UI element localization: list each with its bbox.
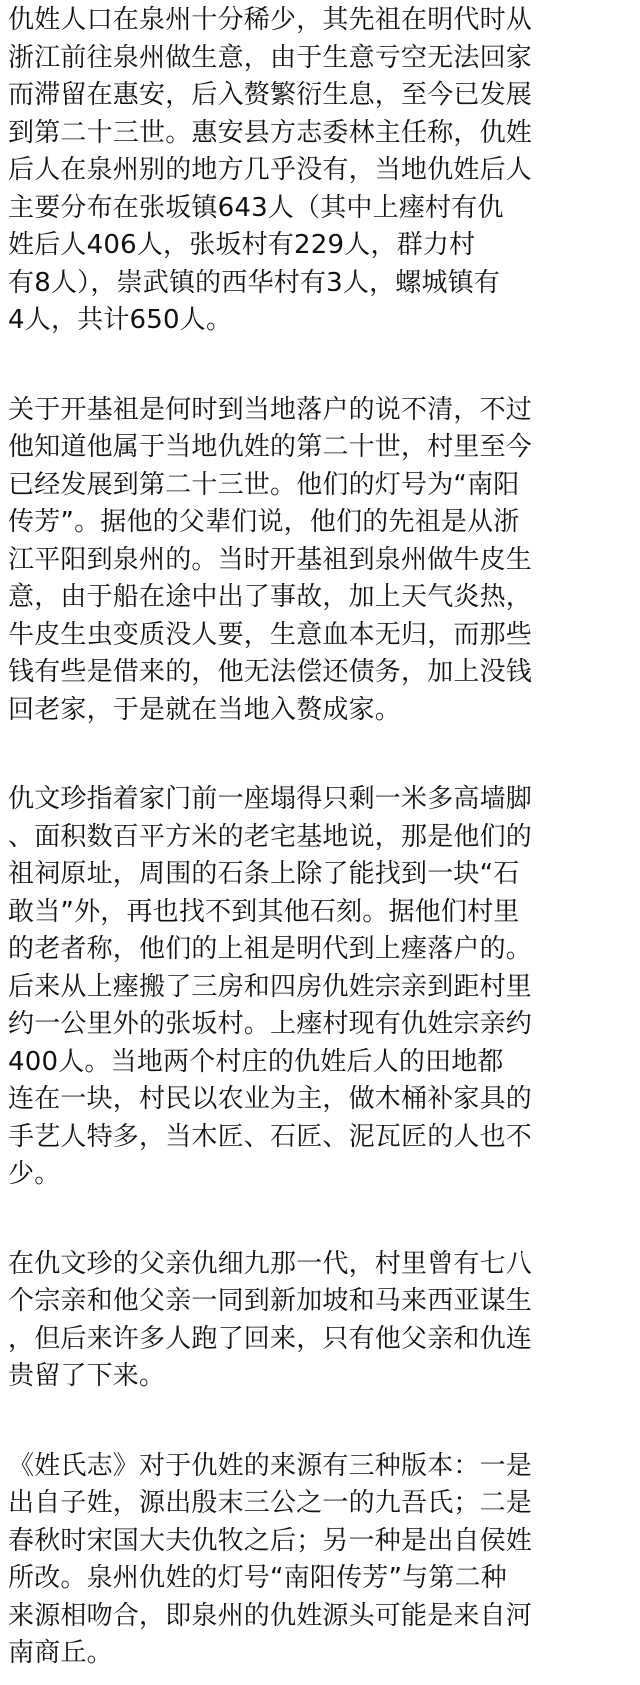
text-line: 回老家，于是就在当地入赘成家。 [8, 694, 402, 725]
text-line: 的老者称，他们的上祖是明代到上瘗落户的。 [8, 934, 533, 964]
text-line: 有8人），崇武镇的西华村有3人，螺城镇有 [8, 267, 501, 298]
text-line: 出自子姓，源出殷末三公之一的九吾氏；二是 [8, 1488, 533, 1518]
text-line: 江平阳到泉州的。当时开基祖到泉州做牛皮生 [8, 544, 533, 575]
text-line: 《姓氏志》对于仇姓的来源有三种版本：一是 [8, 1450, 533, 1481]
paragraph-5 [8, 1448, 632, 1673]
text-line: 春秋时宋国大夫仇牧之后；另一种是出自侯姓 [8, 1525, 533, 1556]
text-line: 关于开基祖是何时到当地落户的说不清，不过 [8, 394, 533, 425]
text-line: 后人在泉州别的地方几乎没有，当地仇姓后人 [8, 155, 533, 185]
text-line: 、面积数百平方米的老宅基地说，那是他们的 [8, 821, 533, 852]
paragraph-gap [8, 1396, 632, 1448]
text-line: 钱有些是借来的，他无法偿还债务，加上没钱 [8, 657, 533, 687]
text-line: 而滞留在惠安，后入赘繁衍生息，至今已发展 [8, 80, 533, 110]
paragraph-gap [8, 340, 632, 392]
text-line: 牛皮生虫变质没人要，生意血本无归，而那些 [8, 619, 533, 650]
paragraph-gap [8, 729, 632, 781]
text-line: 敢当”外，再也找不到其他石刻。据他们村里 [8, 896, 520, 927]
text-line: 贵留了下来。 [8, 1361, 166, 1391]
text-line: 后来从上瘗搬了三房和四房仇姓宗亲到距村里 [8, 971, 533, 1002]
text-line: 约一公里外的张坂村。上瘗村现有仇姓宗亲约 [8, 1009, 533, 1039]
text-line: 浙江前往泉州做生意，由于生意亏空无法回家 [8, 42, 533, 73]
text-line: 所改。泉州仇姓的灯号“南阳传芳”与第二种 [8, 1563, 507, 1593]
text-line: 连在一块，村民以农业为主，做木桶补家具的 [8, 1084, 533, 1114]
paragraph-gap [8, 1194, 632, 1246]
text-line: 已经发展到第二十三世。他们的灯号为“南阳 [8, 469, 520, 500]
paragraph-4 [8, 1246, 632, 1396]
paragraph-2 [8, 392, 632, 730]
text-line: 个宗亲和他父亲一同到新加坡和马来西亚谋生 [8, 1286, 533, 1316]
text-line: 在仇文珍的父亲仇细九那一代，村里曾有七八 [8, 1248, 533, 1279]
text-line: 少。 [8, 1159, 61, 1189]
text-line: 仇姓人口在泉州十分稀少，其先祖在明代时从 [8, 5, 533, 35]
article-body [8, 0, 632, 1673]
text-line: 到第二十三世。惠安县方志委林主任称，仇姓 [8, 117, 533, 148]
text-line: 他知道他属于当地仇姓的第二十世，村里至今 [8, 432, 533, 462]
paragraph-3 [8, 781, 632, 1194]
text-line: 传芳”。据他的父辈们说，他们的先祖是从浙 [8, 507, 520, 537]
text-line: ，但后来许多人跑了回来，只有他父亲和仇连 [8, 1323, 533, 1354]
text-line: 手艺人特多，当木匠、石匠、泥瓦匠的人也不 [8, 1121, 533, 1152]
text-line: 400人。当地两个村庄的仇姓后人的田地都 [8, 1046, 504, 1077]
text-line: 4人，共计650人。 [8, 305, 233, 335]
text-line: 南商丘。 [8, 1638, 113, 1668]
text-line: 祖祠原址，周围的石条上除了能找到一块“石 [8, 859, 520, 889]
text-line: 意，由于船在途中出了事故，加上天气炎热， [8, 582, 533, 612]
paragraph-1 [8, 2, 632, 340]
text-line: 姓后人406人，张坂村有229人，群力村 [8, 230, 476, 260]
text-line: 来源相吻合，即泉州的仇姓源头可能是来自河 [8, 1600, 533, 1631]
text-line: 主要分布在张坂镇643人（其中上瘗村有仇 [8, 192, 504, 223]
text-line: 仇文珍指着家门前一座塌得只剩一米多高墙脚 [8, 784, 533, 814]
